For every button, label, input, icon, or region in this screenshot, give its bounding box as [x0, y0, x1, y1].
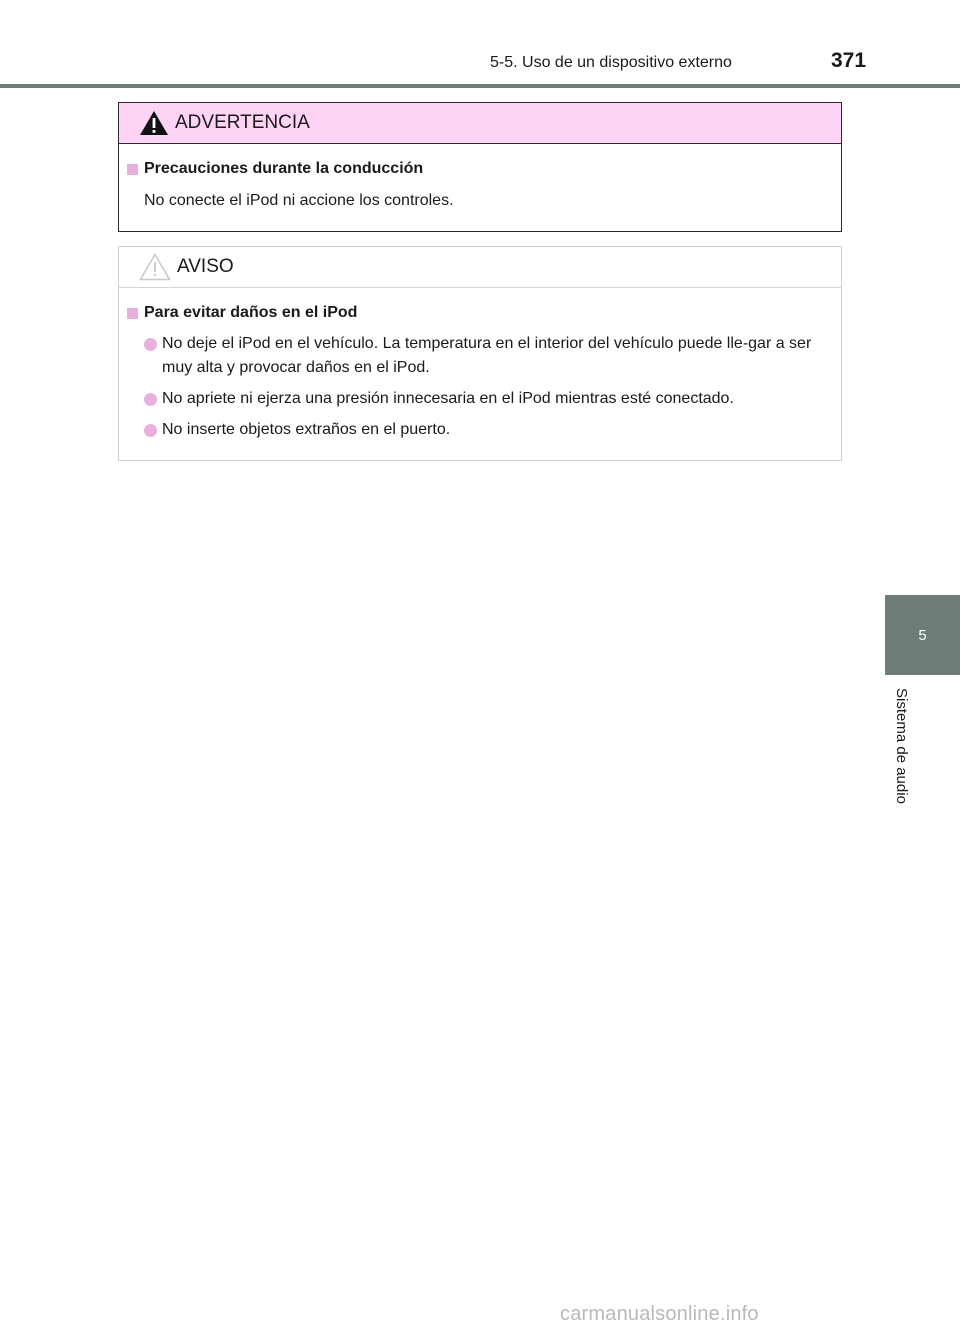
- chapter-number: 5: [918, 626, 927, 644]
- warning-section-title: Precauciones durante la conducción: [144, 160, 424, 177]
- warning-box: [118, 102, 842, 232]
- page-number: 371: [831, 49, 867, 72]
- warning-header: [119, 103, 841, 144]
- caution-triangle-outline-icon: [139, 253, 171, 281]
- list-item-text: No apriete ni ejerza una presión innecesaria en el iPod mientras esté conectado.: [162, 390, 734, 407]
- notice-header: [119, 247, 841, 288]
- notice-section-title: Para evitar daños en el iPod: [144, 304, 358, 321]
- circle-bullet-icon: [144, 393, 157, 406]
- notice-box: [118, 246, 842, 461]
- list-item-text: No inserte objetos extraños en el puerto.: [162, 421, 451, 438]
- list-item: [144, 332, 829, 380]
- page-header: [0, 0, 960, 88]
- chapter-tab: [885, 595, 960, 675]
- list-item: [144, 387, 829, 411]
- warning-text: No conecte el iPod ni accione los controles.: [144, 192, 454, 209]
- header-divider: [0, 84, 960, 88]
- square-bullet-icon: [127, 164, 138, 175]
- list-item-text: No deje el iPod en el vehículo. La temperatura en el interior del vehículo puede lle-gar a ser muy alta y provocar daños en el iPod.: [162, 335, 812, 376]
- notice-section-heading: [127, 304, 829, 322]
- list-item: [144, 418, 829, 442]
- warning-title: ADVERTENCIA: [175, 112, 310, 133]
- watermark: carmanualsonline.info: [560, 1303, 759, 1325]
- warning-body: [119, 144, 841, 214]
- warning-section-heading: [127, 160, 829, 178]
- section-title: 5-5. Uso de un dispositivo externo: [490, 54, 732, 71]
- chapter-label: Sistema de audio: [893, 688, 910, 804]
- notice-title: AVISO: [177, 256, 234, 277]
- circle-bullet-icon: [144, 338, 157, 351]
- warning-triangle-icon: [139, 110, 169, 136]
- circle-bullet-icon: [144, 424, 157, 437]
- notice-body: [119, 288, 841, 442]
- square-bullet-icon: [127, 308, 138, 319]
